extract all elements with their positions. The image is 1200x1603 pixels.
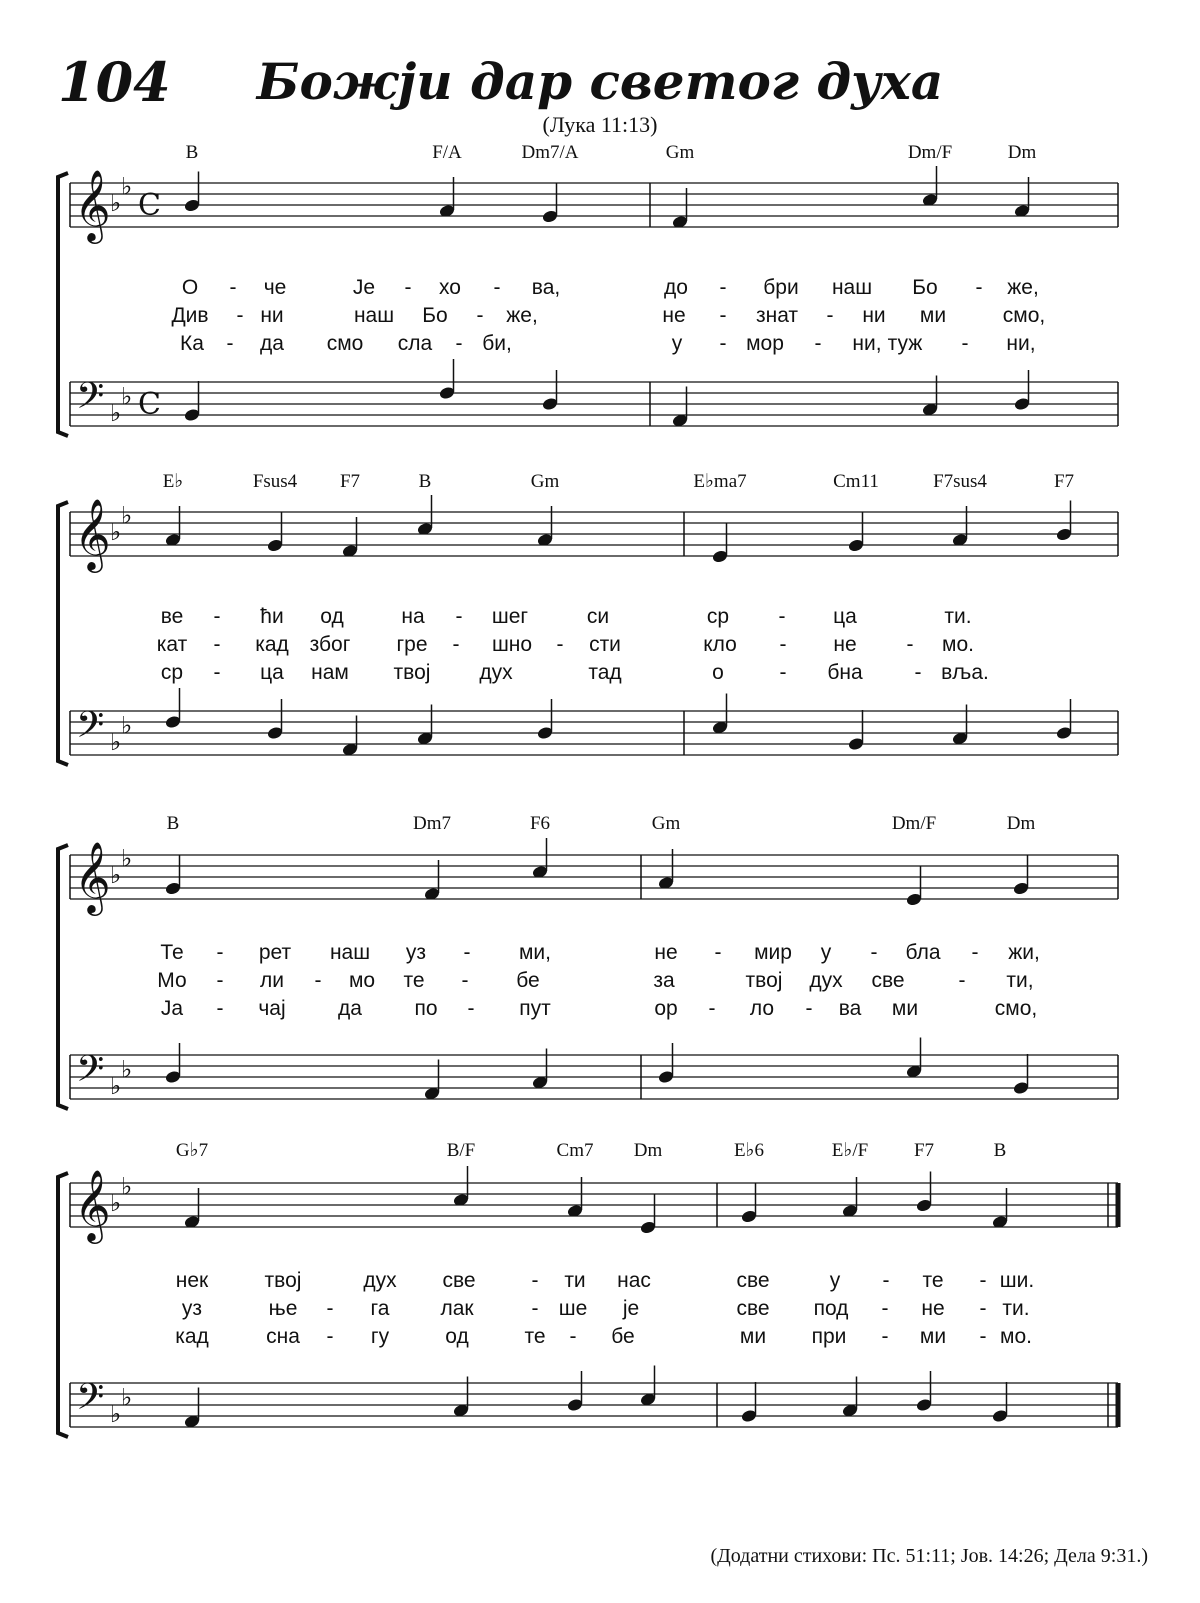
hymn-title: Божји дар светог духа	[256, 52, 944, 111]
lyric-syllable: -	[531, 1297, 539, 1320]
lyric-syllable: кад	[175, 1325, 209, 1348]
bass-staff-2	[70, 704, 1118, 756]
lyric-syllable: мо.	[942, 633, 974, 656]
chord-symbol: Dm/F	[891, 813, 937, 834]
lyric-syllable: ни,	[1006, 332, 1036, 355]
lyric-syllable: ње	[268, 1297, 298, 1320]
bass-clef-icon: 𝄢	[76, 704, 105, 755]
flat-sign-icon: ♭	[121, 1172, 133, 1201]
lyric-syllable: -	[719, 332, 727, 355]
lyric-syllable: наш	[329, 941, 371, 964]
lyric-syllable: шно	[491, 633, 533, 656]
lyric-syllable: све	[871, 969, 905, 992]
lyric-syllable: -	[216, 941, 224, 964]
lyric-syllable: те	[524, 1325, 546, 1348]
lyric-syllable: -	[476, 304, 484, 327]
lyric-syllable: бри	[763, 276, 799, 299]
lyric-syllable: -	[556, 633, 564, 656]
lyric-syllable: ве	[160, 605, 184, 628]
lyric-syllable: -	[979, 1297, 987, 1320]
lyric-syllable: -	[778, 605, 786, 628]
lyric-syllable: -	[906, 633, 914, 656]
lyric-syllable: бла	[905, 941, 941, 964]
lyric-syllable: ми	[919, 304, 947, 327]
lyric-syllable: све	[736, 1269, 770, 1292]
lyric-syllable: ти.	[944, 605, 972, 628]
lyric-syllable: га	[370, 1297, 390, 1320]
lyric-syllable: кат	[156, 633, 188, 656]
lyric-syllable: Мо	[157, 969, 187, 992]
lyric-syllable: -	[814, 332, 822, 355]
lyric-syllable: ва	[838, 997, 862, 1020]
lyric-syllable: жи,	[1008, 941, 1040, 964]
lyric-syllable: твој	[393, 661, 431, 684]
flat-sign-icon: ♭	[110, 861, 122, 889]
lyric-syllable: дух	[809, 969, 843, 992]
chord-symbol: F6	[529, 813, 551, 834]
treble-staff-3	[70, 840, 1118, 916]
lyric-syllable: твој	[745, 969, 783, 992]
flat-sign-icon: ♭	[110, 1189, 122, 1217]
lyric-syllable: у	[671, 332, 683, 355]
flat-sign-icon: ♭	[110, 728, 122, 756]
flat-sign-icon: ♭	[110, 399, 122, 427]
lyric-syllable: за	[653, 969, 675, 992]
lyric-syllable: наш	[353, 304, 395, 327]
lyric-syllable: -	[493, 276, 501, 299]
bass-staff-4	[70, 1376, 1118, 1428]
lyric-syllable: ор	[654, 997, 678, 1020]
lyric-syllable: Див	[171, 304, 209, 327]
lyric-syllable: -	[404, 276, 412, 299]
system-bracket	[58, 845, 68, 1109]
lyric-syllable: кло	[703, 633, 737, 656]
chord-symbol: Cm7	[556, 1140, 594, 1161]
lyric-syllable: туж	[887, 332, 923, 355]
chord-symbol: Gm	[530, 471, 560, 492]
lyric-syllable: -	[452, 633, 460, 656]
lyric-syllable: нам	[311, 661, 349, 684]
flat-sign-icon: ♭	[121, 382, 133, 411]
bass-staff-1	[70, 375, 1118, 427]
lyric-syllable: -	[971, 941, 979, 964]
flat-sign-icon: ♭	[121, 844, 133, 873]
lyric-syllable: ца	[260, 661, 284, 684]
lyric-syllable: да	[338, 997, 362, 1020]
lyric-syllable: при	[811, 1325, 847, 1348]
lyric-syllable: да	[260, 332, 284, 355]
lyric-syllable: не	[833, 633, 857, 656]
lyric-syllable: -	[979, 1269, 987, 1292]
lyric-syllable: че	[263, 276, 287, 299]
chord-symbol: E♭	[162, 471, 184, 492]
lyric-syllable: смо	[326, 332, 364, 355]
chord-symbol: F7	[339, 471, 361, 492]
lyric-syllable: до	[664, 276, 688, 299]
lyric-syllable: не	[921, 1297, 945, 1320]
lyric-syllable: -	[455, 605, 463, 628]
lyric-syllable: ћи	[260, 605, 284, 628]
lyric-syllable: -	[314, 969, 322, 992]
flat-sign-icon: ♭	[110, 189, 122, 217]
lyric-syllable: -	[326, 1325, 334, 1348]
lyric-syllable: Ка	[180, 332, 204, 355]
lyric-syllable: -	[216, 969, 224, 992]
chord-symbol: Dm7	[413, 813, 451, 834]
lyric-syllable: ми	[739, 1325, 767, 1348]
lyric-syllable: бе	[516, 969, 540, 992]
chord-symbol: B/F	[446, 1140, 476, 1161]
lyric-syllable: наш	[831, 276, 873, 299]
bass-staff-3	[70, 1048, 1118, 1100]
chord-symbol: Dm	[1006, 813, 1036, 834]
lyric-syllable: гу	[370, 1325, 390, 1348]
lyric-syllable: ти.	[1002, 1297, 1030, 1320]
scripture-reference: (Лука 11:13)	[542, 112, 658, 137]
treble-clef-icon: 𝄞	[74, 497, 111, 570]
chord-symbol: B	[993, 1140, 1007, 1161]
lyric-syllable: вља.	[941, 661, 989, 684]
chord-symbol: B	[185, 142, 199, 163]
lyric-syllable: -	[455, 332, 463, 355]
chord-symbol: E♭/F	[831, 1140, 869, 1161]
lyric-syllable: Ја	[160, 997, 184, 1020]
lyric-syllable: -	[467, 997, 475, 1020]
bass-clef-icon: 𝄢	[76, 375, 105, 426]
lyric-syllable: због	[309, 633, 351, 656]
chord-symbol: Gm	[665, 142, 695, 163]
lyric-syllable: -	[236, 304, 244, 327]
lyric-syllable: твој	[264, 1269, 302, 1292]
lyric-syllable: ср	[706, 605, 730, 628]
lyric-syllable: дух	[479, 661, 513, 684]
lyric-syllable: -	[779, 661, 787, 684]
system-bracket	[58, 1173, 68, 1437]
lyric-syllable: о	[712, 661, 724, 684]
lyric-syllable: -	[979, 1325, 987, 1348]
lyric-syllable: ни	[862, 304, 886, 327]
lyric-syllable: уз	[181, 1297, 203, 1320]
lyric-syllable: сла	[397, 332, 433, 355]
lyric-syllable: -	[708, 997, 716, 1020]
chord-symbol: Dm7/A	[521, 142, 579, 163]
lyric-syllable: пут	[519, 997, 551, 1020]
treble-staff-4	[70, 1168, 1118, 1244]
lyric-syllable: Бо	[912, 276, 938, 299]
lyric-syllable: знат	[755, 304, 799, 327]
lyric-syllable: у	[829, 1269, 841, 1292]
system-bracket	[58, 502, 68, 765]
footnote-additional-verses: (Додатни стихови: Пс. 51:11; Јов. 14:26; Дела 9:31.)	[710, 1545, 1148, 1567]
lyric-syllable: све	[442, 1269, 476, 1292]
lyric-syllable: бна	[827, 661, 863, 684]
chord-symbol: B	[418, 471, 432, 492]
lyric-syllable: -	[719, 304, 727, 327]
chord-symbol: Gm	[651, 813, 681, 834]
lyric-syllable: мо.	[1000, 1325, 1032, 1348]
lyric-syllable: од	[445, 1325, 469, 1348]
lyric-syllable: мо	[348, 969, 376, 992]
lyric-syllable: би,	[482, 332, 512, 355]
lyric-syllable: смо,	[994, 997, 1038, 1020]
lyric-syllable: ли	[260, 969, 284, 992]
flat-sign-icon: ♭	[121, 1055, 133, 1084]
hymn-number: 104	[58, 50, 171, 114]
flat-sign-icon: ♭	[121, 711, 133, 740]
lyric-syllable: -	[958, 969, 966, 992]
lyric-syllable: ми	[891, 997, 919, 1020]
lyric-syllable: Бо	[422, 304, 448, 327]
lyric-syllable: гре	[396, 633, 428, 656]
lyric-syllable: под	[813, 1297, 849, 1320]
lyric-syllable: -	[975, 276, 983, 299]
lyric-syllable: не	[662, 304, 686, 327]
lyric-syllable: бе	[611, 1325, 635, 1348]
lyric-syllable: хо	[439, 276, 461, 299]
lyric-syllable: сти	[589, 633, 621, 656]
lyric-syllable: ва,	[531, 276, 561, 299]
lyric-syllable: -	[461, 969, 469, 992]
lyric-syllable: ми	[919, 1325, 947, 1348]
treble-clef-icon: 𝄞	[74, 1168, 111, 1241]
chord-symbol: Dm	[633, 1140, 663, 1161]
flat-sign-icon: ♭	[121, 172, 133, 201]
lyric-syllable: рет	[258, 941, 292, 964]
lyric-syllable: тад	[588, 661, 622, 684]
lyric-syllable: нас	[617, 1269, 651, 1292]
chord-symbol: G♭7	[175, 1140, 209, 1161]
lyric-syllable: је	[622, 1297, 640, 1320]
lyric-syllable: на	[401, 605, 425, 628]
lyric-syllable: -	[779, 633, 787, 656]
lyric-syllable: -	[463, 941, 471, 964]
lyric-syllable: по	[414, 997, 438, 1020]
lyric-syllable: -	[882, 1269, 890, 1292]
lyric-syllable: же,	[506, 304, 538, 327]
chord-symbol: F/A	[432, 142, 462, 163]
lyric-syllable: ми,	[518, 941, 552, 964]
lyric-syllable: -	[961, 332, 969, 355]
lyric-syllable: О	[181, 276, 199, 299]
lyric-syllable: си	[586, 605, 610, 628]
lyric-syllable: те	[922, 1269, 944, 1292]
chord-symbol: B	[166, 813, 180, 834]
chord-symbol: Cm11	[833, 471, 879, 492]
lyric-syllable: ти,	[1006, 969, 1034, 992]
lyric-syllable: уз	[405, 941, 427, 964]
lyric-syllable: ни,	[852, 332, 882, 355]
lyric-syllable: -	[870, 941, 878, 964]
lyric-syllable: од	[320, 605, 344, 628]
lyric-syllable: мир	[754, 941, 792, 964]
bass-clef-icon: 𝄢	[76, 1376, 105, 1427]
lyric-syllable: кад	[255, 633, 289, 656]
lyric-syllable: -	[569, 1325, 577, 1348]
treble-clef-icon: 𝄞	[74, 168, 111, 241]
lyric-syllable: лак	[440, 1297, 474, 1320]
lyric-syllable: -	[226, 332, 234, 355]
lyric-syllable: Те	[160, 941, 184, 964]
flat-sign-icon: ♭	[110, 518, 122, 546]
lyric-syllable: у	[820, 941, 832, 964]
lyric-syllable: ти	[564, 1269, 586, 1292]
lyric-syllable: те	[403, 969, 425, 992]
lyric-syllable: не	[654, 941, 678, 964]
lyric-syllable: -	[881, 1297, 889, 1320]
lyric-syllable: -	[531, 1269, 539, 1292]
flat-sign-icon: ♭	[110, 1400, 122, 1428]
flat-sign-icon: ♭	[110, 1072, 122, 1100]
lyric-syllable: шег	[491, 605, 529, 628]
lyric-syllable: -	[805, 997, 813, 1020]
lyric-syllable: -	[714, 941, 722, 964]
lyric-syllable: мор	[746, 332, 784, 355]
chord-symbol: E♭6	[733, 1140, 765, 1161]
treble-clef-icon: 𝄞	[74, 840, 111, 913]
lyric-syllable: ср	[160, 661, 184, 684]
lyric-syllable: -	[213, 661, 221, 684]
lyric-syllable: све	[736, 1297, 770, 1320]
flat-sign-icon: ♭	[121, 501, 133, 530]
lyric-syllable: -	[719, 276, 727, 299]
lyric-syllable: -	[881, 1325, 889, 1348]
lyric-syllable: -	[229, 276, 237, 299]
lyric-syllable: -	[826, 304, 834, 327]
lyric-syllable: -	[326, 1297, 334, 1320]
chord-symbol: F7sus4	[933, 471, 987, 492]
treble-staff-1	[70, 168, 1118, 244]
chord-symbol: Dm/F	[907, 142, 953, 163]
lyric-syllable: -	[216, 997, 224, 1020]
bass-clef-icon: 𝄢	[76, 1048, 105, 1099]
common-time-icon: C	[138, 188, 161, 223]
flat-sign-icon: ♭	[121, 1383, 133, 1412]
lyric-syllable: же,	[1007, 276, 1039, 299]
lyric-syllable: нек	[175, 1269, 209, 1292]
lyric-syllable: дух	[363, 1269, 397, 1292]
lyric-syllable: -	[213, 633, 221, 656]
common-time-icon: C	[138, 387, 161, 422]
lyric-syllable: -	[213, 605, 221, 628]
chord-symbol: F7	[913, 1140, 935, 1161]
chord-symbol: Dm	[1007, 142, 1037, 163]
lyric-syllable: ца	[833, 605, 857, 628]
chord-symbol: E♭ma7	[693, 471, 747, 492]
chord-symbol: F7	[1053, 471, 1075, 492]
lyric-syllable: чај	[258, 997, 286, 1020]
lyric-syllable: Је	[352, 276, 376, 299]
lyric-syllable: смо,	[1002, 304, 1046, 327]
lyric-syllable: ло	[749, 997, 775, 1020]
lyric-syllable: ше	[558, 1297, 588, 1320]
system-bracket	[58, 173, 68, 436]
lyric-syllable: -	[914, 661, 922, 684]
chord-symbol: Fsus4	[252, 471, 298, 492]
lyric-syllable: ши.	[999, 1269, 1035, 1292]
lyric-syllable: ни	[260, 304, 284, 327]
lyric-syllable: сна	[266, 1325, 300, 1348]
